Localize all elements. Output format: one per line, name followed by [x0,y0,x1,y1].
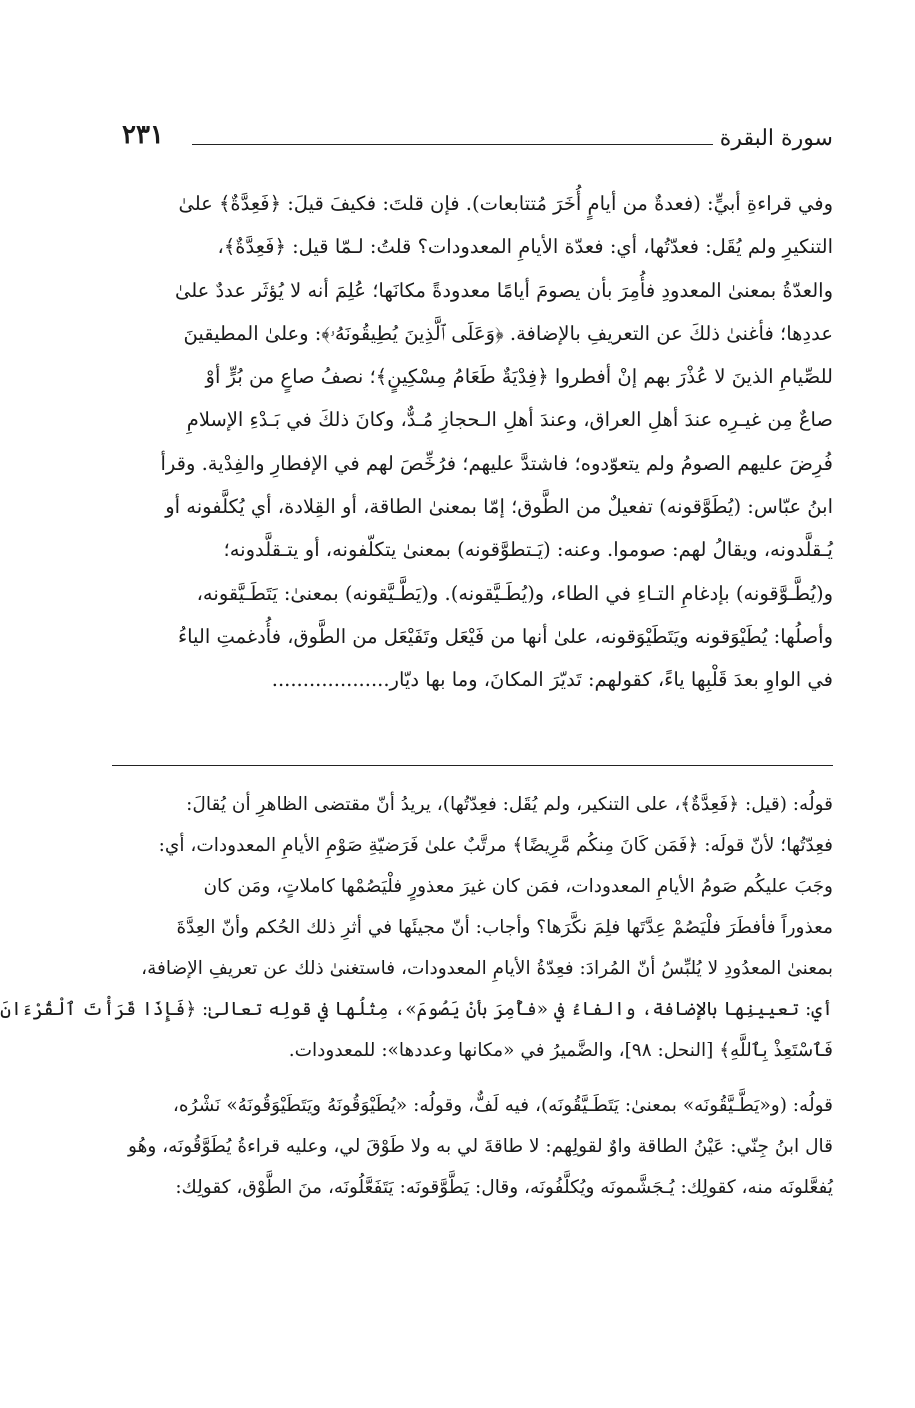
commentary-line: قال ابنُ جِنّي: عَيْنُ الطاقة واوٌ لقولِهم: لا طاقةَ لي به ولا طَوْقَ لي، وعليه قراءةُ يُطَوَّقُونَه، وهُو [128,1136,833,1157]
commentary-paragraph [112,1085,833,1208]
commentary-line: وجَبَ عليكُم صَومُ الأيامِ المعدودات، فمَن كان غيرَ معذورٍ فلْيَصُمْها كاملاتٍ، ومَن كان [203,876,833,897]
main-text-line: ابنُ عبّاس: (يُطَوَّقونه) تفعيلٌ من الطَّوق؛ إمّا بمعنىٰ الطاقة، أو القِلادة، أي يُكلَّفونه أو [165,495,833,519]
main-text [112,182,833,702]
main-text-line: يُـقلَّدونه، ويقالُ لهم: صوموا. وعنه: (يَـتطوَّقونه) بمعنىٰ يتكلّفونه، أو يتـقلَّدونه؛ [223,538,833,562]
main-text-line: صاعٌ مِن غيـرِه عندَ أهلِ العراق، وعندَ أهلِ الـحجازِ مُـدٌّ، وكانَ ذلكَ في بَـدْءِ الإسلامِ [186,408,833,432]
running-header [122,118,833,162]
commentary-line: قولُه: (قيل: ﴿فَعِدَّةٌ﴾، على التنكير، ولم يُقَل: فعِدّتُها)، يريدُ أنّ مقتضى الظاهرِ أن يُقالَ: [186,794,833,815]
main-text-line: وفي قراءةِ أبيٍّ: (فعدةٌ من أيامٍ أُخَرَ مُتتابعات). فإن قلتَ: فكيفَ قيلَ: ﴿فَعِدَّةٌ﴾ علىٰ [178,192,833,215]
main-text-line: في الواوِ بعدَ قَلْبِها ياءً، كقولهم: تَديّرَ المكانَ، وما بها ديّار................... [271,668,833,692]
main-text-line: التنكيرِ ولم يُقَل: فعدّتُها، أي: فعدّة الأيامِ المعدودات؟ قلتُ: لـمّا قيل: ﴿فَعِدَّةٌ﴾، [217,235,833,259]
header-rule [192,144,713,145]
main-text-line: والعدّةُ بمعنىٰ المعدودِ فأُمِرَ بأن يصومَ أيامًا معدودةً مكانَها؛ عُلِمَ أنه لا يُؤثَر عددٌ علىٰ [174,278,833,302]
commentary [0,784,833,1208]
commentary-line: بمعنىٰ المعدُودِ لا يُلبِّسُ أنّ المُرادَ: فعِدّةُ الأيامِ المعدودات، فاستغنىٰ ذلك عن تعريفِ الإضافة، [141,958,833,979]
commentary-line: فعِدّتُها؛ لأنّ قولَه: ﴿فَمَن كَانَ مِنكُم مَّرِيضًا﴾ مرتَّبٌ علىٰ فَرَضيّةِ صَوْمِ الأيامِ المعدودات، أي: [158,835,833,856]
main-text-line: للصِّيامِ الذينَ لا عُذْرَ بهم إنْ أفطروا ﴿فِدْيَةٌ طَعَامُ مِسْكِينٍ﴾؛ نصفُ صاعٍ من بُرٍّ أوْ [205,365,833,389]
section-divider [112,765,833,766]
commentary-line: فَٱسْتَعِذْ بِٱللَّهِ﴾ [النحل: ٩٨]، والضَّميرُ في «مكانها وعددها»: للمعدودات. [288,1040,833,1061]
main-text-line: وأصلُها: يُطَيْوَقونه ويَتَطَيْوَقونه، علىٰ أنها من فَيْعَل وتَفَيْعَل من الطَّوق، فأُدغمتِ الياءُ [177,624,833,648]
page-number: ٢٣١ [122,120,164,150]
commentary-line: معذوراً فأفطَرَ فلْيَصُمْ عِدَّتَها فلِمَ نكَّرَها؟ وأجاب: أنّ مجيئَها في أثرِ ذلك الحُكم وأنّ العِدَّةَ [176,917,833,938]
commentary-paragraph [0,784,833,1071]
main-text-line: عددِها؛ فأغنىٰ ذلكَ عن التعريفِ بالإضافة. ﴿وَعَلَى ٱلَّذِينَ يُطِيقُونَهُۥ﴾: وعلىٰ المطيقينَ [183,321,833,345]
surah-title: سورة البقرة [719,126,833,151]
main-text-line: و(يُطَّـوَّقونه) بإدغامِ التـاءِ في الطاء، و(يُطَـيَّقونه). و(يَطَّـيَّقونه) بمعنىٰ: يَتَطَـيَّقونه، [196,581,833,605]
main-text-line: فُرِضَ عليهم الصومُ ولم يتعوّدوه؛ فاشتدَّ عليهم؛ فرُخِّصَ لهم في الإفطارِ والفِدْية. وقرأ [160,451,833,475]
commentary-line: قولُه: (و«يَطَّـيَّقُونَه» بمعنىٰ: يَتَطَـيَّقُونَه)، فيه لَفٌّ، وقولُه: «يُطَيْوَقُونَهُ ويَتَطَيْوَقُونَهُ» نَشْرُه، [172,1095,833,1116]
commentary-line: يُفعَّلونَه منه، كقولِك: يُـجَشَّمونَه ويُكلَّفُونَه، وقال: يَطَّوَّقونَه: يَتَفَعَّلُونَه، منَ الطَّوْق، كقولِك: [175,1177,833,1198]
commentary-line: أي: تعيينِها بالإضافة، والفاءُ في «فأُمِرَ بأنْ يَصُومَ»، مِثلُها في قولِه تعالىٰ: ﴿فَإِذَا قَرَأْتَ ٱلْقُرْءَانَ [0,999,833,1020]
